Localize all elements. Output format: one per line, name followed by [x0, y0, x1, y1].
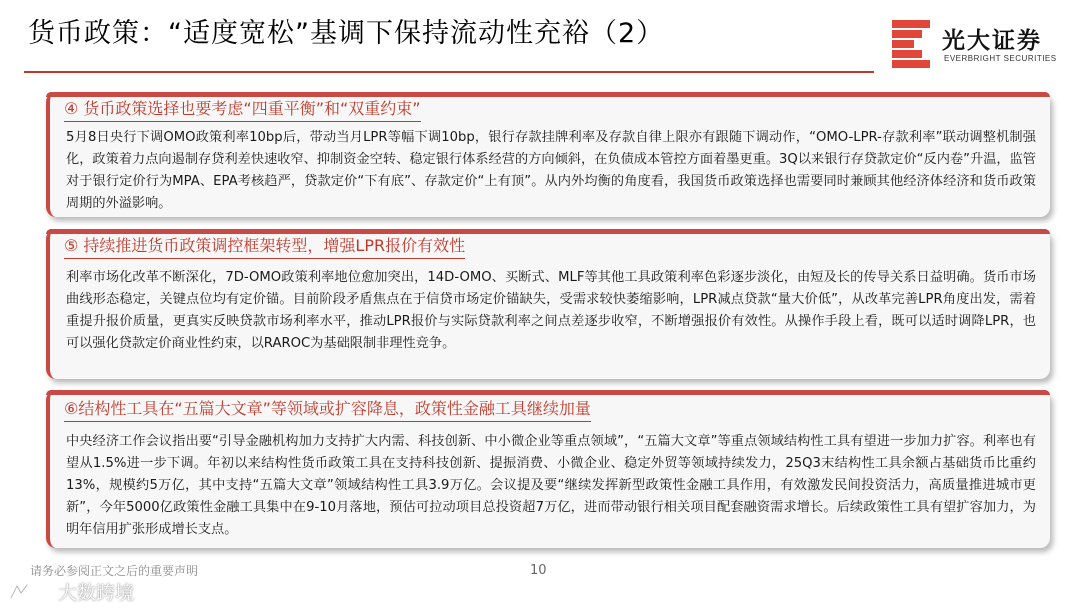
disclaimer-note: 请务必参阅正文之后的重要声明	[30, 564, 199, 578]
watermark	[8, 576, 158, 604]
watermark-logo-icon	[8, 582, 30, 602]
section-heading: ⑥结构性工具在“五篇大文章”等领域或扩容降息，政策性金融工具继续加量	[64, 398, 591, 422]
brand-logo	[892, 20, 1068, 68]
title-divider	[24, 71, 874, 73]
section-body: 中央经济工作会议指出要“引导金融机构加力支持扩大内需、科技创新、中小微企业等重点领域”，“五篇大文章”等重点领域结构性工具有望进一步加力扩容。利率也有望从1.5%进一步下调。年初以来结构性货币政策工具在支持科技创新、提振消费、小微企业、稳定外贸等领域持续发力，25Q3末结构性工具余额占基础货币比重约13%，规模约5万亿，其中支持“五篇大文章”领域结构性工具3.9万亿。会议提及要“继续发挥新型政策性金融工具作用，有效激发民间投资活力，高质量推进城市更新”，今年5000亿政策性金融工具集中在9-10月落地，预估可拉动项目总投资超7万亿，进而带动银行相关项目配套融资需求增长。后续政策性工具有望扩容加力，为明年信用扩张形成增长支点。	[66, 434, 1036, 537]
watermark-text: 大数跨境	[58, 582, 135, 604]
section-body: 利率市场化改革不断深化，7D-OMO政策利率地位愈加突出，14D-OMO、买断式、MLF等其他工具政策利率色彩逐步淡化，由短及长的传导关系日益明确。货币市场曲线形态稳定，关键点位均有定价锚。目前阶段矛盾焦点在于信贷市场定价锚缺失，受需求较快萎缩影响，LPR减点贷款“量大价低”，从改革完善LPR角度出发，需着重提升报价质量，更真实反映贷款市场利率水平，推动LPR报价与实际贷款利率之间点差逐步收窄，不断增强报价有效性。从操作手段上看，既可以适时调降LPR，也可以强化贷款定价商业性约束，以RAROC为基础限制非理性竞争。	[66, 270, 1036, 351]
section-panel-lpr-reform	[46, 229, 1050, 379]
page-number: 10	[530, 563, 547, 578]
everbright-logo-icon	[892, 20, 930, 68]
logo-name-cn: 光大证券	[942, 28, 1042, 54]
section-panel-balance	[46, 92, 1050, 217]
section-body: 5月8日央行下调OMO政策利率10bp后，带动当月LPR等幅下调10bp，银行存款挂牌利率及存款自律上限亦有跟随下调动作，“OMO-LPR-存款利率”联动调整机制强化，政策着力点向遏制存贷利差快速收窄、抑制资金空转、稳定银行体系经营的方向倾斜，在负债成本管控方面着墨更重。3Q以来银行存贷款定价“反内卷”升温，监管对于银行定价行为MPA、EPA考核趋严，贷款定价“下有底”、存款定价“上有顶”。从内外均衡的角度看，我国货币政策选择也需要同时兼顾其他经济体经济和货币政策周期的外溢影响。	[66, 130, 1036, 211]
page-title: 货币政策：“适度宽松”基调下保持流动性充裕（2）	[28, 18, 665, 49]
section-heading: ⑤ 持续推进货币政策调控框架转型，增强LPR报价有效性	[64, 235, 465, 259]
section-heading: ④ 货币政策选择也要考虑“四重平衡”和“双重约束”	[64, 98, 421, 122]
section-panel-structural-tools	[46, 390, 1050, 548]
logo-name-en: EVERBRIGHT SECURITIES	[944, 54, 1057, 63]
